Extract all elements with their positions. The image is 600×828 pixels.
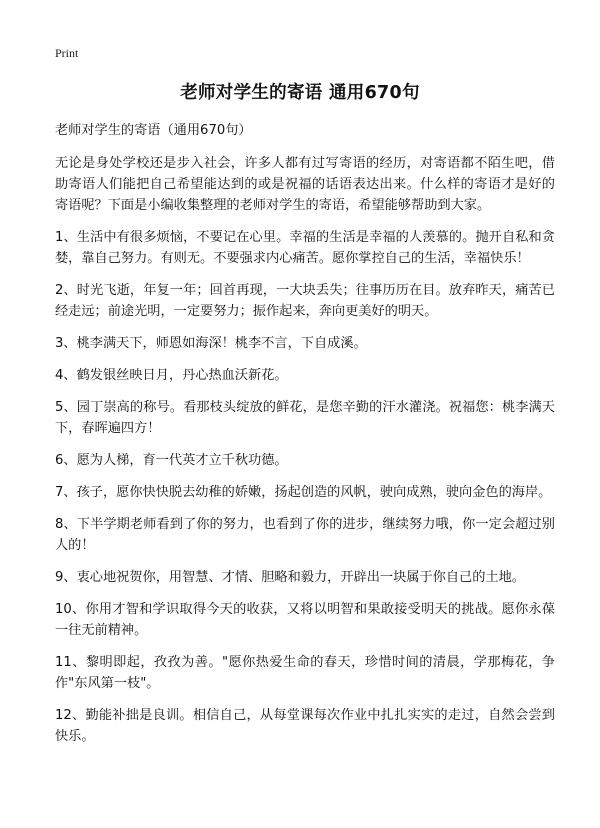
document-subtitle: 老师对学生的寄语（通用670句） xyxy=(55,123,252,138)
message-item-2: 2、时光飞逝，年复一年；回首再现，一大块丢失；往事历历在目。放弃昨天，痛苦已经走远；前途光明，一定要努力；振作起来，奔向更美好的明天。 xyxy=(55,283,555,319)
message-item-4: 4、鹤发银丝映日月，丹心热血沃新花。 xyxy=(55,368,288,383)
message-item-3: 3、桃李满天下，师恩如海深！桃李不言，下自成溪。 xyxy=(55,336,367,351)
print-label: Print xyxy=(55,46,79,60)
message-item-8: 8、下半学期老师看到了你的努力，也看到了你的进步，继续努力哦，你一定会超过别人的！ xyxy=(55,517,555,553)
message-item-5: 5、园丁崇高的称号。看那枝头绽放的鲜花，是您辛勤的汗水灌浇。祝福您：桃李满天下，春晖遍四方！ xyxy=(55,400,555,436)
message-item-9: 9、衷心地祝贺你，用智慧、才情、胆略和毅力，开辟出一块属于你自己的土地。 xyxy=(55,570,525,585)
document-body xyxy=(55,120,555,758)
message-item-12: 12、勤能补拙是良训。相信自己，从每堂课每次作业中扎扎实实的走过，自然会尝到快乐。 xyxy=(55,708,555,744)
page-title: 老师对学生的寄语 通用670句 xyxy=(180,83,420,103)
message-item-7: 7、孩子，愿你快快脱去幼稚的娇嫩，扬起创造的风帆，驶向成熟，驶向金色的海岸。 xyxy=(55,485,552,500)
intro-paragraph: 无论是身处学校还是步入社会，许多人都有过写寄语的经历，对寄语都不陌生吧，借助寄语人们能把自己希望能达到的或是祝福的话语表达出来。什么样的寄语才是好的寄语呢？下面是小编收集整理的老师对学生的寄语，希望能够帮助到大家。 xyxy=(55,156,555,213)
message-item-6: 6、愿为人梯，育一代英才立千秋功德。 xyxy=(55,453,288,468)
message-item-10: 10、你用才智和学识取得今天的收获，又将以明智和果敢接受明天的挑战。愿你永葆一往无前精神。 xyxy=(55,602,555,638)
message-item-1: 1、生活中有很多烦恼，不要记在心里。幸福的生活是幸福的人羡慕的。抛开自私和贪婪，靠自己努力。有则无。不要强求内心痛苦。愿你掌控自己的生活，幸福快乐！ xyxy=(55,230,555,266)
message-item-11: 11、黎明即起，孜孜为善。"愿你热爱生命的春天，珍惜时间的清晨，学那梅花，争作"东风第一枝"。 xyxy=(55,655,555,691)
